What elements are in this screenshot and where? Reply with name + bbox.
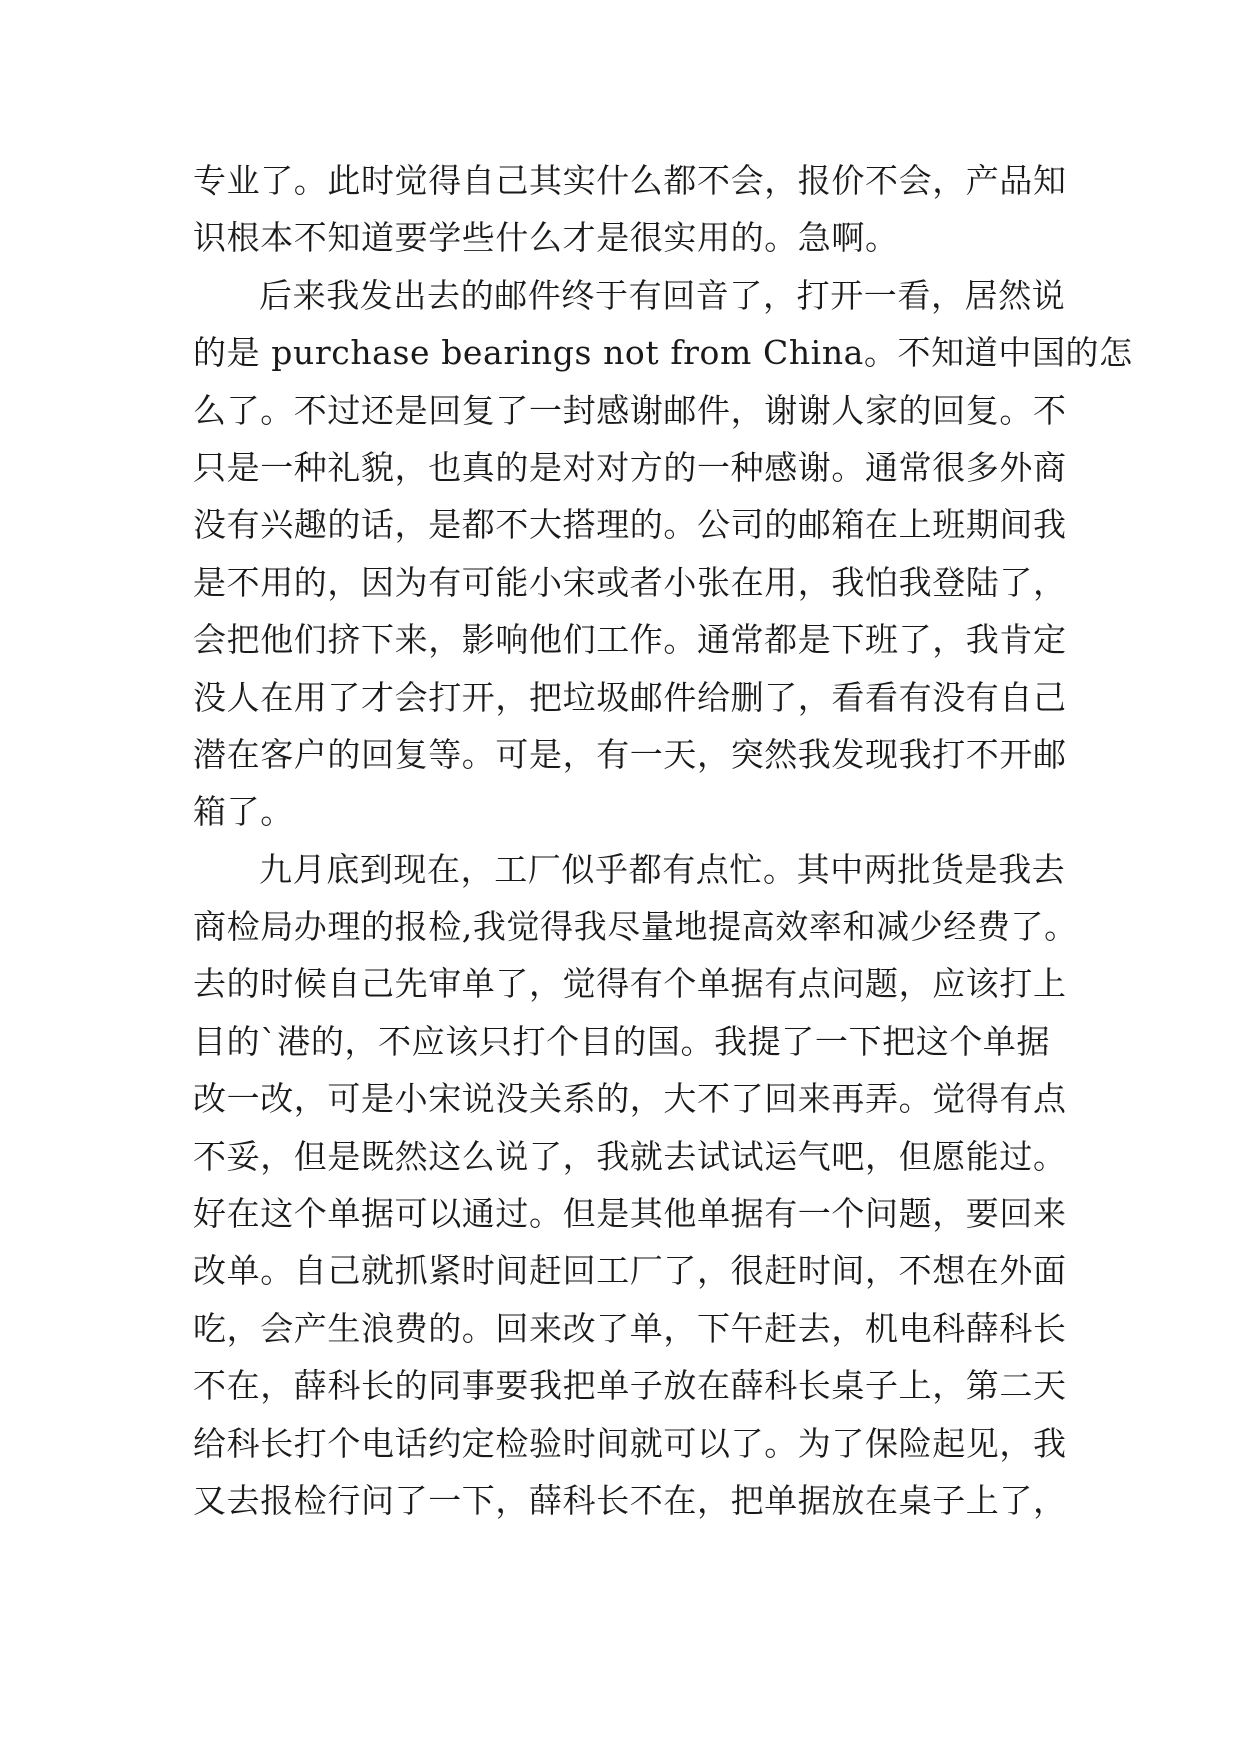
text-line: 是不用的，因为有可能小宋或者小张在用，我怕我登陆了， bbox=[193, 562, 1067, 602]
text-line: 去的时候自己先审单了，觉得有个单据有点问题，应该打上 bbox=[193, 964, 1067, 1004]
text-line: 目的`港的，不应该只打个目的国。我提了一下把这个单据 bbox=[193, 1021, 1051, 1061]
text-line: 专业了。此时觉得自己其实什么都不会，报价不会，产品知 bbox=[193, 161, 1067, 200]
paragraph-first-line: 后来我发出去的邮件终于有回音了，打开一看，居然说 bbox=[259, 275, 1066, 315]
body-text bbox=[193, 152, 1133, 1529]
text-line: 好在这个单据可以通过。但是其他单据有一个问题，要回来 bbox=[193, 1194, 1067, 1234]
text-line: 没有兴趣的话，是都不大搭理的。公司的邮箱在上班期间我 bbox=[193, 505, 1067, 545]
text-line: 给科长打个电话约定检验时间就可以了。为了保险起见，我 bbox=[193, 1423, 1067, 1463]
text-line: 箱了。 bbox=[193, 792, 294, 832]
paragraph-first-line: 九月底到现在，工厂似乎都有点忙。其中两批货是我去 bbox=[259, 849, 1066, 889]
text-line: 会把他们挤下来，影响他们工作。通常都是下班了，我肯定 bbox=[193, 620, 1067, 660]
text-line: 商检局办理的报检,我觉得我尽量地提高效率和减少经费了。 bbox=[193, 907, 1078, 947]
text-line: 又去报检行问了一下，薛科长不在，把单据放在桌子上了， bbox=[193, 1480, 1067, 1520]
text-line: 么了。不过还是回复了一封感谢邮件，谢谢人家的回复。不 bbox=[193, 390, 1067, 430]
text-line: 不妥，但是既然这么说了，我就去试试运气吧，但愿能过。 bbox=[193, 1136, 1067, 1176]
text-line: 只是一种礼貌，也真的是对对方的一种感谢。通常很多外商 bbox=[193, 447, 1067, 487]
text-line: 的是 purchase bearings not from China。不知道中国的怎 bbox=[193, 333, 1133, 373]
text-line: 吃，会产生浪费的。回来改了单，下午赶去，机电科薛科长 bbox=[193, 1308, 1067, 1348]
text-line: 没人在用了才会打开，把垃圾邮件给删了，看看有没有自己 bbox=[193, 677, 1067, 717]
text-line: 不在，薛科长的同事要我把单子放在薛科长桌子上，第二天 bbox=[193, 1366, 1067, 1406]
text-line: 识根本不知道要学些什么才是很实用的。急啊。 bbox=[193, 218, 899, 258]
text-line: 改单。自己就抓紧时间赶回工厂了，很赶时间，不想在外面 bbox=[193, 1251, 1067, 1291]
text-line: 改一改，可是小宋说没关系的，大不了回来再弄。觉得有点 bbox=[193, 1079, 1067, 1119]
text-line: 潜在客户的回复等。可是，有一天，突然我发现我打不开邮 bbox=[193, 734, 1067, 774]
